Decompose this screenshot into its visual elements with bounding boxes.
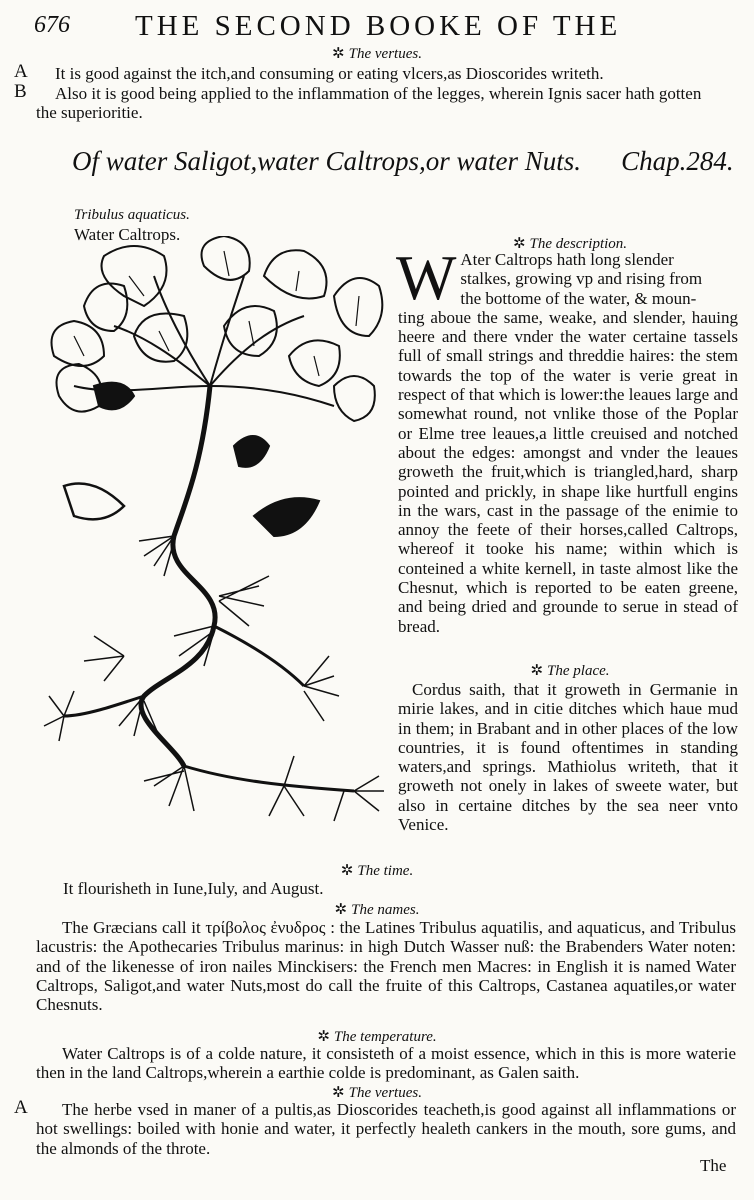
names-heading: ✲ The names.: [334, 902, 420, 918]
chapter-title: [72, 146, 734, 177]
page-header: [0, 4, 754, 42]
description-line-3: the bottome of the water, & moun-: [460, 288, 697, 308]
catchword: The: [700, 1156, 727, 1175]
vertue-a-text: It is good against the itch,and consuming or eating vlcers,as Dioscorides writeth.: [55, 64, 604, 83]
fleuron-icon: ✲: [530, 663, 544, 679]
drop-cap-initial: W: [396, 242, 457, 313]
time-body: It flourisheth in Iune,Iuly, and August.: [63, 879, 324, 898]
page-number: 676: [34, 12, 70, 38]
vertue-b-text-line1: Also it is good being applied to the inflammation of the legges, wherein Ignis sacer hath gotten: [55, 84, 702, 103]
illustration-english-label: Water Caltrops.: [74, 225, 181, 244]
temperature-heading: ✲ The temperature.: [317, 1029, 437, 1045]
section-letter-a: A: [14, 61, 28, 82]
description-body: ting aboue the same, weake, and slender, hauing heere and there vnder the water certaine tassels full of small strings and threddie haires: the stem towards the top of the water is verie great in respect of that which is lower:the leaues large and somewhat round, not vnlike those of the Poplar or Elme tree leaues,a little creuised and notched about the edges: amongst and vnder the leaues groweth the fruit,which is triangled,hard, sharp pointed and prickly, in shape like hurtfull engins in the wars, cast in the passage of the enimie to annoy the feete of their horses,called Caltrops, whereof it tooke his name; within which is conteined a white kernell, in taste almost like the Chesnut, which is reported to be eaten greene, and being dried and grounde to serue in stead of bread.: [398, 307, 738, 636]
fleuron-icon: ✲: [512, 236, 526, 252]
chapter-title-text: Of water Saligot,water Caltrops,or water Nuts.: [72, 146, 582, 176]
place-heading: ✲ The place.: [530, 663, 610, 679]
section-letter-b: B: [14, 81, 27, 102]
fleuron-icon: ✲: [340, 863, 354, 879]
chapter-number: Chap.284.: [621, 146, 734, 176]
running-head: THE SECOND BOOKE OF THE: [135, 10, 622, 42]
vertue-b-text-line2: the superioritie.: [36, 103, 143, 122]
fleuron-icon: ✲: [332, 46, 345, 62]
description-line-2: stalkes, growing vp and rising from: [460, 269, 703, 289]
temperature-body: Water Caltrops is of a colde nature, it consisteth of a moist essence, which in this is more waterie then in the land Caltrops,wherein a earthie colde is predominant, as Galen saith.: [36, 1044, 736, 1083]
place-body: Cordus saith, that it groweth in Germanie in mirie lakes, and in citie ditches which haue mud in them; in Brabant and in other places of the low countries, it is found oftentimes in standing waters,and springs. Mathiolus writeth, that it groweth not onely in lakes of sweete water, but also in certaine ditches by the sea neer vnto Venice.: [398, 680, 738, 835]
section-letter-a-2: A: [14, 1097, 28, 1118]
illustration-latin-label: Tribulus aquaticus.: [74, 207, 190, 223]
fleuron-icon: ✲: [317, 1029, 330, 1045]
water-caltrop-plant-icon: [34, 236, 390, 834]
fleuron-icon: ✲: [332, 1085, 345, 1101]
description-first-line: Ater Caltrops hath long slender: [460, 250, 674, 269]
fleuron-icon: ✲: [334, 902, 348, 918]
names-body: The Græcians call it τρίβολος ἐνυδρος : the Latines Tribulus aquatilis, and aquaticus, and Tribulus lacustris: the Apothecaries Tribulus marinus: in high Dutch Wasser nuß: the Brabenders Water noten: and of the likenesse of iron nailes Minckisers: the French men Macres: in English it is named Water Caltrops, Saligot,and water Nuts,most do call the fruite of this Caltrops, Castanea aquatiles,or water Chesnuts.: [36, 918, 736, 1015]
vertues-2-body: The herbe vsed in maner of a pultis,as Dioscorides teacheth,is good against all inflammations or hot swellings: boiled with honie and water, it perfectly healeth cankers in the mouth, sore gums, and the almonds of the throte.: [36, 1100, 736, 1158]
time-heading: ✲ The time.: [340, 863, 414, 879]
vertues-heading-2: ✲ The vertues.: [332, 1085, 422, 1101]
vertues-heading: ✲ The vertues.: [332, 46, 422, 62]
description-heading: ✲ The description.: [512, 236, 628, 252]
